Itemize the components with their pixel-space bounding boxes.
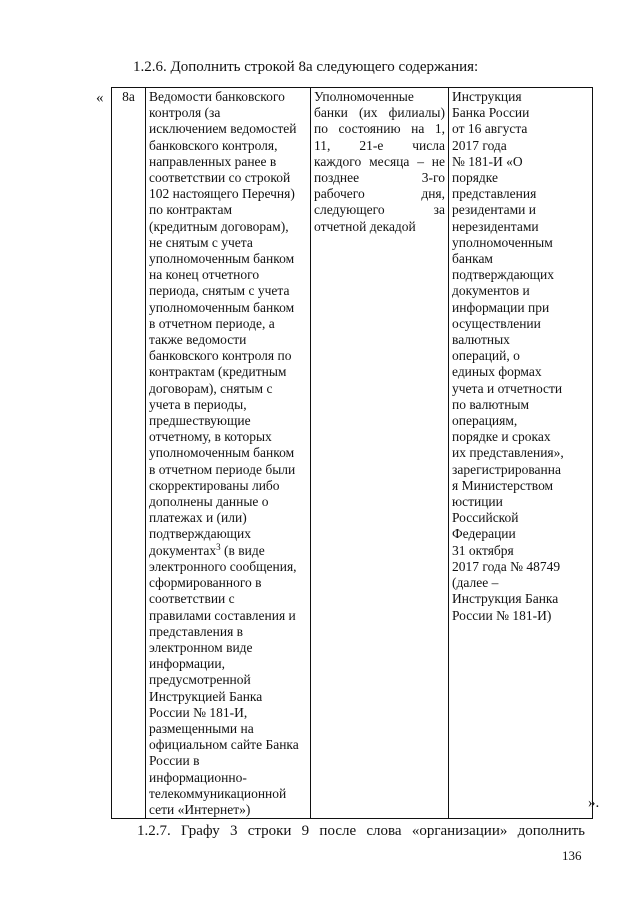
document-name-line: Ведомости банковского: [149, 89, 285, 104]
amendment-paragraph-1-2-6: 1.2.6. Дополнить строкой 8а следующего содержания:: [133, 59, 479, 75]
legal-basis-line: подтверждающих: [452, 267, 555, 283]
document-name-line: периода, снятым с учета: [149, 283, 290, 299]
legal-basis-line: нерезидентами: [452, 218, 539, 234]
amendment-paragraph-1-2-7: 1.2.7. Графу 3 строки 9 после слова «организации» дополнить: [137, 823, 585, 839]
document-name-line: предусмотренной: [149, 672, 251, 688]
document-name-line: соответствии со строкой: [149, 170, 291, 186]
submitter-cell: [311, 88, 449, 819]
legal-basis-line: от 16 августа: [452, 121, 528, 137]
legal-basis-line: по валютным: [452, 396, 530, 412]
document-name-line: скорректированы либо: [149, 477, 280, 493]
legal-basis-line: 2017 года № 48749: [452, 558, 561, 574]
submitter-line: отчетной декадой: [314, 218, 416, 234]
document-name-line: по контрактам: [149, 202, 232, 218]
submitter-line: Уполномоченные: [314, 89, 414, 104]
legal-basis-line: банкам: [452, 251, 493, 267]
legal-basis-line: информации при: [452, 299, 550, 315]
footnote-tail: (в виде: [220, 542, 265, 558]
legal-basis-line: осуществлении: [452, 315, 541, 331]
legal-basis-line: валютных: [452, 332, 510, 348]
document-name-text: [149, 89, 307, 543]
document-name-line: России № 181-И,: [149, 704, 248, 720]
document-name-line: сети «Интернет»): [149, 801, 251, 817]
submitter-text: [314, 89, 445, 235]
document-name-line: направленных ранее в: [149, 153, 277, 169]
row-number-cell: [112, 88, 146, 819]
document-footnote-line: [149, 543, 307, 559]
document-name-line: на конец отчетного: [149, 267, 260, 283]
document-name-line: исключением ведомостей: [149, 121, 297, 137]
legal-basis-line: зарегистрированна: [452, 461, 561, 477]
document-name-line: в отчетном периоде, а: [149, 315, 275, 331]
page-number: 136: [562, 848, 582, 863]
legal-basis-line: операций, о: [452, 348, 520, 364]
document-name-line: не снятым с учета: [149, 234, 253, 250]
document-name-line: уполномоченным банком: [149, 445, 295, 461]
legal-basis-line: Инструкция: [452, 89, 522, 104]
legal-basis-text: [452, 89, 589, 624]
legal-basis-line: единых формах: [452, 364, 542, 380]
legal-basis-line: Банка России: [452, 105, 530, 121]
legal-basis-line: представления: [452, 186, 537, 202]
document-name-line: договорам), снятым с: [149, 380, 273, 396]
submitter-line: рабочего дня,: [314, 186, 445, 202]
legal-basis-line: России № 181-И): [452, 607, 552, 623]
document-name-line: Инструкцией Банка: [149, 688, 263, 704]
document-name-line: электронном виде: [149, 639, 253, 655]
document-name-line: размещенными на: [149, 720, 254, 736]
submitter-line: по состоянию на 1,: [314, 121, 445, 137]
document-name-line: сформированного в: [149, 575, 262, 591]
submitter-line: банки (их филиалы): [314, 105, 445, 121]
document-name-line: России в: [149, 753, 200, 769]
submitter-line: 11, 21-е числа: [314, 137, 445, 153]
legal-basis-line: Инструкция Банка: [452, 591, 559, 607]
document-name-line: банковского контроля по: [149, 348, 292, 364]
legal-basis-line: порядке и сроках: [452, 429, 551, 445]
legal-basis-line: Федерации: [452, 526, 516, 542]
footnote-word: документах: [149, 542, 217, 558]
legal-basis-line: (далее –: [452, 575, 499, 591]
document-name-line: дополнены данные о: [149, 494, 269, 510]
legal-basis-line: Российской: [452, 510, 519, 526]
legal-basis-line: уполномоченным: [452, 234, 553, 250]
document-name-line: отчетному, в которых: [149, 429, 272, 445]
document-name-cell: [146, 88, 311, 819]
submitter-line: каждого месяца – не: [314, 153, 445, 169]
document-name-line: электронного сообщения,: [149, 558, 297, 574]
document-name-line: 102 настоящего Перечня): [149, 186, 295, 202]
legal-basis-line: юстиции: [452, 494, 503, 510]
document-name-line: официальном сайте Банка: [149, 737, 299, 753]
document-name-line: подтверждающих: [149, 526, 252, 542]
legal-basis-line: я Министерством: [452, 477, 554, 493]
document-name-line: уполномоченным банком: [149, 299, 295, 315]
legal-basis-line: учета и отчетности: [452, 380, 563, 396]
document-name-line: информации,: [149, 656, 225, 672]
document-name-text-continued: [149, 559, 307, 818]
submitter-line: позднее 3-го: [314, 170, 445, 186]
document-name-line: телекоммуникационной: [149, 785, 287, 801]
document-name-line: банковского контроля,: [149, 137, 278, 153]
opening-quote-mark: «: [96, 90, 104, 106]
legal-basis-line: документов и: [452, 283, 530, 299]
document-name-line: правилами составления и: [149, 607, 296, 623]
legal-basis-line: № 181-И «О: [452, 153, 523, 169]
document-name-line: учета в периоды,: [149, 396, 247, 412]
legal-basis-line: операциям,: [452, 413, 518, 429]
submitter-line: следующего за: [314, 202, 445, 218]
footnote-mark: 3: [216, 541, 221, 552]
row-number: 8а: [122, 89, 135, 104]
legal-basis-cell: [449, 88, 593, 819]
document-name-line: информационно-: [149, 769, 247, 785]
legal-basis-line: их представления»,: [452, 445, 564, 461]
amendment-table: [111, 87, 593, 819]
document-name-line: представления в: [149, 623, 244, 639]
legal-basis-line: 2017 года: [452, 137, 507, 153]
document-name-line: предшествующие: [149, 413, 251, 429]
document-name-line: контроля (за: [149, 105, 221, 121]
document-name-line: также ведомости: [149, 332, 247, 348]
closing-quote-mark: ».: [588, 795, 600, 811]
document-name-line: уполномоченным банком: [149, 251, 295, 267]
legal-basis-line: порядке: [452, 170, 499, 186]
table-row-8a: [112, 88, 593, 819]
document-name-line: (кредитным договорам),: [149, 218, 289, 234]
document-name-line: контрактам (кредитным: [149, 364, 287, 380]
document-name-line: в отчетном периоде были: [149, 461, 296, 477]
legal-basis-line: 31 октября: [452, 542, 514, 558]
document-name-line: платежах и (или): [149, 510, 247, 526]
document-name-line: соответствии с: [149, 591, 235, 607]
legal-basis-line: резидентами и: [452, 202, 536, 218]
